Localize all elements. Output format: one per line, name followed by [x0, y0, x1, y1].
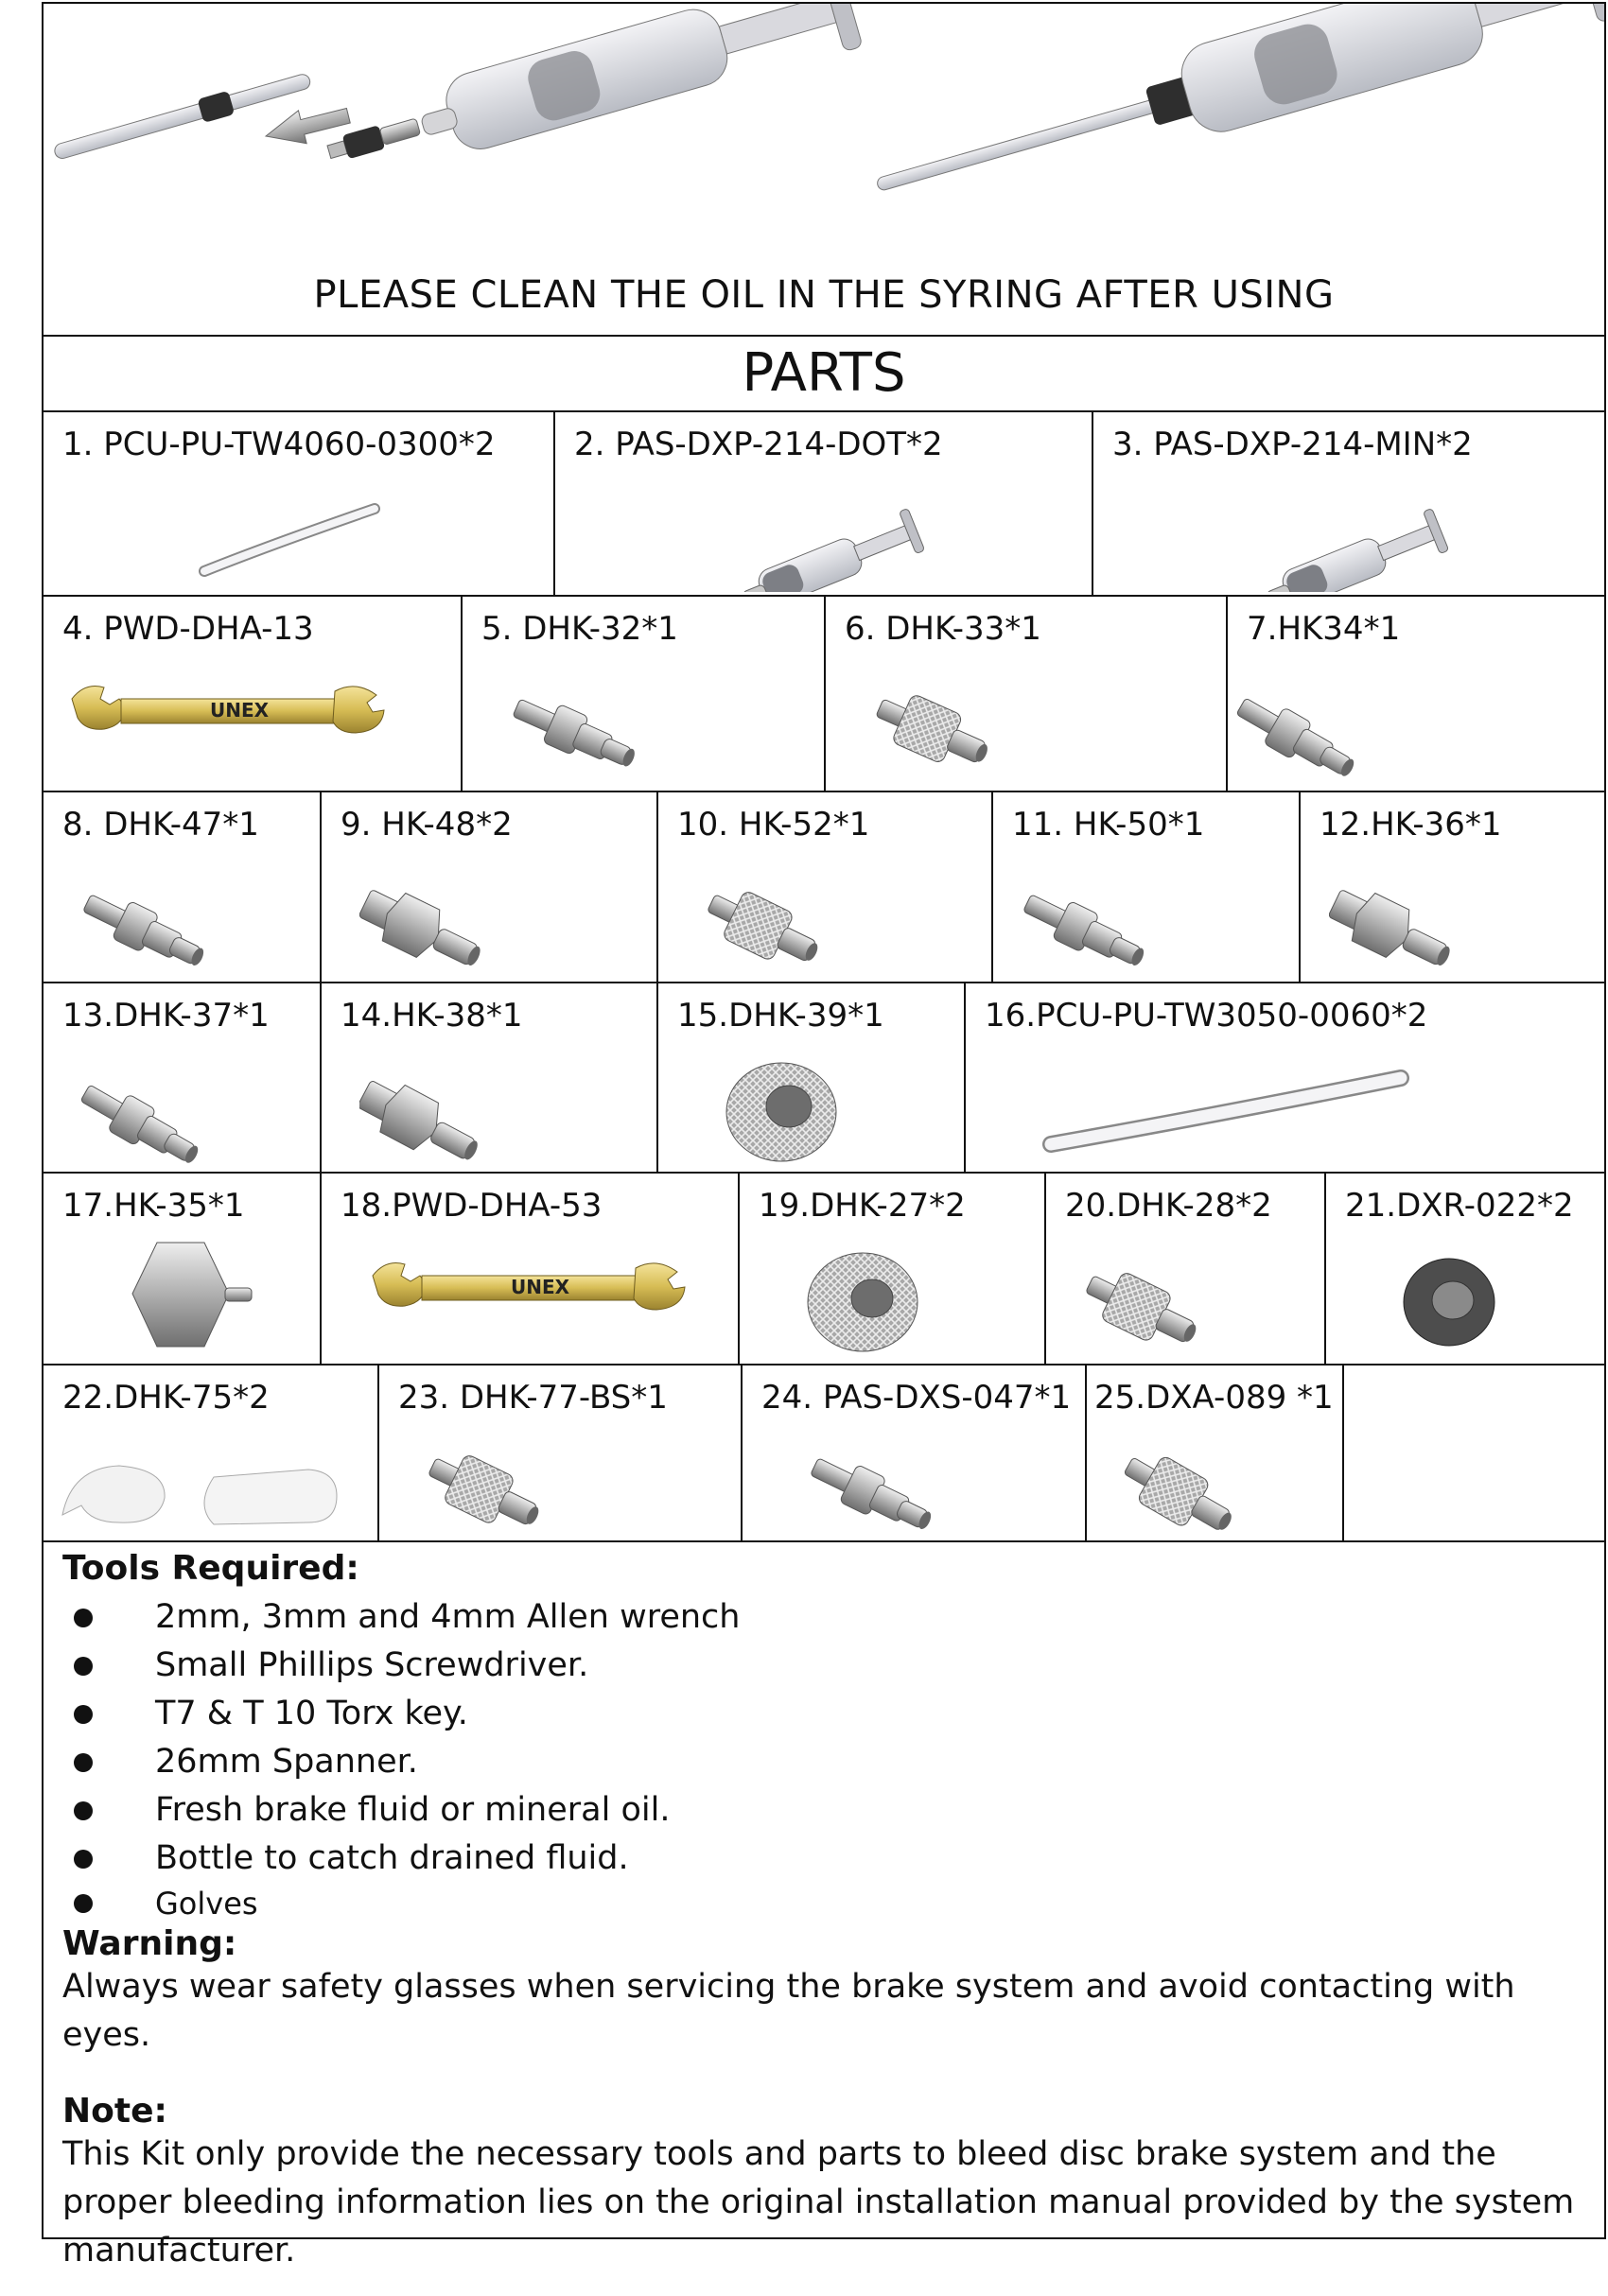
list-item: [62, 1642, 1585, 1690]
part-label: 25.DXA-089 *1: [1094, 1379, 1334, 1417]
svg-text:UNEX: UNEX: [511, 1276, 570, 1298]
part-label: 21.DXR-022*2: [1345, 1187, 1574, 1225]
fitting-icon: [809, 1426, 998, 1540]
fitting-icon: [1022, 857, 1211, 982]
instruction-sheet: [42, 2, 1606, 2270]
warning-heading: Warning:: [62, 1924, 237, 1963]
tool-item-label: 26mm Spanner.: [155, 1743, 418, 1781]
part-label: 23. DHK-77-BS*1: [398, 1379, 668, 1417]
part-label: 6. DHK-33*1: [845, 610, 1041, 648]
parts-heading: PARTS: [44, 335, 1604, 412]
part-cell-13: [44, 983, 322, 1172]
tool-item-label: Golves: [155, 1886, 258, 1922]
part-label: 1. PCU-PU-TW4060-0300*2: [62, 426, 496, 463]
fitting-icon: [81, 857, 271, 982]
tube-icon: [1041, 1050, 1420, 1163]
clip-icon: [53, 1449, 356, 1534]
part-cell-2: [555, 412, 1093, 595]
bullet-icon: [74, 1705, 93, 1724]
knurled-fitting-icon: [1125, 1426, 1314, 1540]
wrench-icon: [68, 672, 390, 748]
tool-item-label: Fresh brake fluid or mineral oil.: [155, 1791, 671, 1829]
part-label: 10. HK-52*1: [677, 806, 870, 844]
part-cell-1: [44, 412, 555, 595]
part-label: 22.DHK-75*2: [62, 1379, 270, 1417]
part-cell-20: [1046, 1174, 1326, 1364]
part-label: 16.PCU-PU-TW3050-0060*2: [985, 997, 1428, 1035]
tool-item-label: Small Phillips Screwdriver.: [155, 1646, 589, 1684]
part-cell-15: [658, 983, 966, 1172]
part-cell-8: [44, 792, 322, 982]
tool-item-label: Bottle to catch drained fluid.: [155, 1839, 629, 1877]
bullet-icon: [74, 1894, 93, 1913]
part-cell-14: [322, 983, 658, 1172]
part-cell-25: [1087, 1365, 1344, 1540]
bullet-icon: [74, 1657, 93, 1676]
parts-row-4: [44, 983, 1604, 1174]
part-cell-3: [1093, 412, 1604, 595]
part-label: 12.HK-36*1: [1320, 806, 1502, 844]
part-cell-22: [44, 1365, 379, 1540]
list-item: [62, 1835, 1585, 1883]
part-label: 11. HK-50*1: [1012, 806, 1205, 844]
bullet-icon: [74, 1753, 93, 1772]
syringe-icon: [1245, 478, 1453, 592]
tools-heading: Tools Required:: [62, 1549, 359, 1588]
hex-fitting-icon: [359, 1048, 549, 1172]
tube-icon: [52, 68, 313, 165]
part-cell-7: [1228, 597, 1604, 791]
part-label: 7.HK34*1: [1247, 610, 1401, 648]
part-cell-9: [322, 792, 658, 982]
wrench-icon: [369, 1249, 690, 1325]
list-item: [62, 1883, 1585, 1924]
part-cell-17: [44, 1174, 322, 1364]
part-cell-12: [1301, 792, 1604, 982]
syringe-icon: [721, 478, 929, 592]
bullet-icon: [74, 1609, 93, 1627]
part-label: 4. PWD-DHA-13: [62, 610, 314, 648]
part-label: 13.DHK-37*1: [62, 997, 270, 1035]
part-label: 18.PWD-DHA-53: [341, 1187, 603, 1225]
part-cell-10: [658, 792, 993, 982]
note-heading: Note:: [62, 2092, 167, 2131]
part-cell-11: [993, 792, 1301, 982]
svg-text:UNEX: UNEX: [210, 699, 270, 722]
knurled-fitting-icon: [1084, 1238, 1273, 1364]
fitting-icon: [1237, 661, 1426, 791]
knurled-fitting-icon: [873, 661, 1062, 791]
hex-fitting-icon: [359, 857, 549, 982]
parts-row-5: [44, 1174, 1604, 1365]
warning-text: Always wear safety glasses when servicing the brake system and avoid contacting with eyes.: [62, 1968, 1515, 2054]
knurled-fitting-icon: [706, 857, 895, 982]
part-cell-23: [379, 1365, 743, 1540]
knurled-fitting-icon: [427, 1426, 616, 1540]
bullet-icon: [74, 1801, 93, 1820]
part-label: 3. PAS-DXP-214-MIN*2: [1112, 426, 1473, 463]
hex-cap-icon: [100, 1235, 271, 1364]
part-label: 19.DHK-27*2: [759, 1187, 966, 1225]
part-cell-21: [1326, 1174, 1604, 1364]
tools-list: [62, 1593, 1585, 1924]
part-cell-5: [463, 597, 826, 791]
part-label: 8. DHK-47*1: [62, 806, 259, 844]
list-item: [62, 1738, 1585, 1786]
part-cell-16: [966, 983, 1604, 1172]
tool-item-label: 2mm, 3mm and 4mm Allen wrench: [155, 1598, 741, 1636]
part-cell-24: [743, 1365, 1087, 1540]
part-label: 2. PAS-DXP-214-DOT*2: [574, 426, 943, 463]
note-text: This Kit only provide the necessary tools and parts to bleed disc brake system and the proper bleeding information lies on the original installation manual provided by the system manufacturer.: [62, 2135, 1575, 2270]
fitting-icon: [81, 1048, 271, 1172]
part-label: 24. PAS-DXS-047*1: [761, 1379, 1072, 1417]
notes-section: [44, 1545, 1604, 2275]
hex-fitting-icon: [1329, 857, 1518, 982]
knurled-nut-icon: [796, 1240, 929, 1363]
knurled-nut-icon: [715, 1050, 848, 1172]
part-label: 15.DHK-39*1: [677, 997, 884, 1035]
list-item: [62, 1593, 1585, 1642]
parts-row-2: [44, 597, 1604, 792]
o-ring-icon: [1392, 1249, 1506, 1353]
part-label: 9. HK-48*2: [341, 806, 513, 844]
part-label: 5. DHK-32*1: [481, 610, 678, 648]
syringe-diagram-panel: [44, 4, 1604, 337]
part-cell-6: [826, 597, 1228, 791]
syringe-icon: [865, 4, 1604, 228]
parts-row-3: [44, 792, 1604, 983]
part-label: 20.DHK-28*2: [1065, 1187, 1272, 1225]
list-item: [62, 1690, 1585, 1738]
part-cell-4: [44, 597, 463, 791]
bullet-icon: [74, 1850, 93, 1869]
part-label: 17.HK-35*1: [62, 1187, 245, 1225]
list-item: [62, 1786, 1585, 1835]
part-cell-empty: [1344, 1365, 1604, 1540]
syringe-assembly-diagram: [44, 4, 1604, 269]
parts-row-1: [44, 412, 1604, 597]
part-label: 14.HK-38*1: [341, 997, 523, 1035]
part-cell-19: [740, 1174, 1046, 1364]
tool-item-label: T7 & T 10 Torx key.: [155, 1695, 468, 1732]
parts-row-6: [44, 1365, 1604, 1542]
fitting-icon: [510, 661, 699, 791]
syringe-icon: [411, 4, 863, 169]
tube-icon: [195, 488, 393, 583]
clean-syringe-caption: PLEASE CLEAN THE OIL IN THE SYRING AFTER USING: [313, 273, 1335, 317]
part-cell-18: [322, 1174, 740, 1364]
